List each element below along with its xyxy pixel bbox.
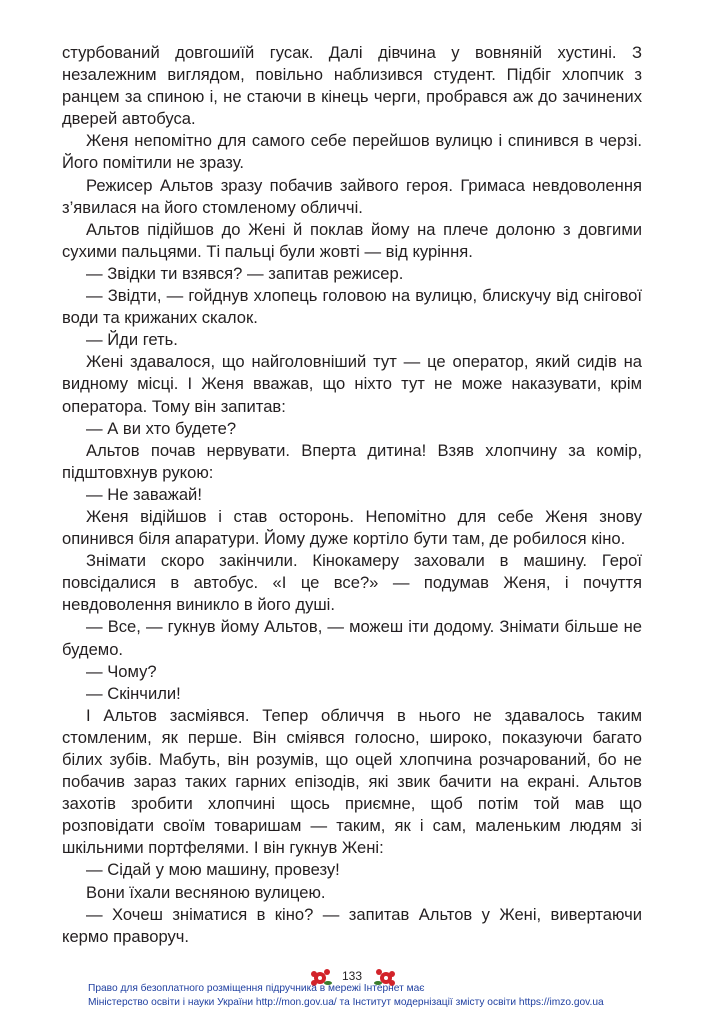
paragraph-5: — Звідки ти взявся? — запитав режисер. [86, 263, 404, 283]
paragraph-19: Вони їхали весняною вулицею. [86, 882, 326, 902]
paragraph-8: Жені здавалося, що найголовніший тут — це оператор, який сидів на видному місці. І Женя вважав, що ніхто тут не може наказувати, крім оператора. Тому він запитав: [62, 352, 642, 416]
paragraph-13: Знімати скоро закінчили. Кінокамеру заховали в машину. Герої повсідалися в автобус. «І це все?» — подумав Женя, і почуття невдоволення виникло в його душі. [62, 551, 642, 615]
paragraph-14: — Все, — гукнув йому Альтов, — можеш іти додому. Знімати більше не будемо. [62, 617, 642, 659]
paragraph-16: — Скінчили! [86, 683, 181, 703]
copyright-notice-line-2: Міністерство освіти і науки України http://mon.gov.ua/ та Інститут модернізації змісту освіти https://imzo.gov.ua [88, 997, 604, 1008]
paragraph-9: — А ви хто будете? [86, 418, 237, 438]
page-number: 133 [341, 969, 363, 983]
paragraph-17: І Альтов засміявся. Тепер обличчя в нього не здавалось таким стомленим, як перше. Він сміявся голосно, широко, показуючи багато білих зубів. Мабуть, він розумів, що оцей хлопчина розчарований, бо не побачив зараз таких гарних епізодів, які звик бачити на екрані. Альтов захотів зробити хлопчині щось приємне, щоб потім той мав що розповідати своїм товаришам — таким, як і сам, маленьким людям зі шкільними портфелями. І він гукнув Жені: [62, 705, 642, 858]
paragraph-7: — Йди геть. [86, 330, 178, 350]
copyright-notice-line-1: Право для безоплатного розміщення підручника в мережі Інтернет має [88, 983, 425, 994]
paragraph-2: Женя непомітно для самого себе перейшов вулицю і спинився в черзі. Його помітили не зразу. [62, 131, 642, 173]
paragraph-1: стурбований довгошиїй гусак. Далі дівчина у вовняній хустині. З незалежним виглядом, повільно наблизився студент. Підбіг хлопчик з ранцем за спиною і, не стаючи в кінець черги, пробрався аж до зачинених дверей автобуса. [62, 43, 642, 129]
paragraph-11: — Не заважай! [86, 484, 202, 504]
paragraph-12: Женя відійшов і став осторонь. Непомітно для себе Женя знову опинився біля апаратури. Йому дуже кортіло бути там, де робилося кіно. [62, 506, 642, 549]
page-footer [0, 966, 704, 1024]
paragraph-6: — Звідти, — гойднув хлопець головою на вулицю, блискучу від снігової води та крижаних скалок. [62, 286, 642, 328]
paragraph-4: Альтов підійшов до Жені й поклав йому на плече долоню з довгими сухими пальцями. Ті пальці були жовті — від куріння. [62, 219, 642, 261]
paragraph-10: Альтов почав нервувати. Вперта дитина! Взяв хлопчину за комір, підштовхнув рукою: [62, 440, 642, 482]
paragraph-18: — Сідай у мою машину, провезу! [86, 860, 340, 880]
body-text [62, 42, 642, 948]
paragraph-20: — Хочеш зніматися в кіно? — запитав Альтов у Жені, вивертаючи кермо праворуч. [62, 904, 642, 946]
paragraph-15: — Чому? [86, 661, 157, 681]
paragraph-3: Режисер Альтов зразу побачив зайвого героя. Гримаса невдоволення з’явилася на його стомленому обличчі. [62, 175, 642, 217]
